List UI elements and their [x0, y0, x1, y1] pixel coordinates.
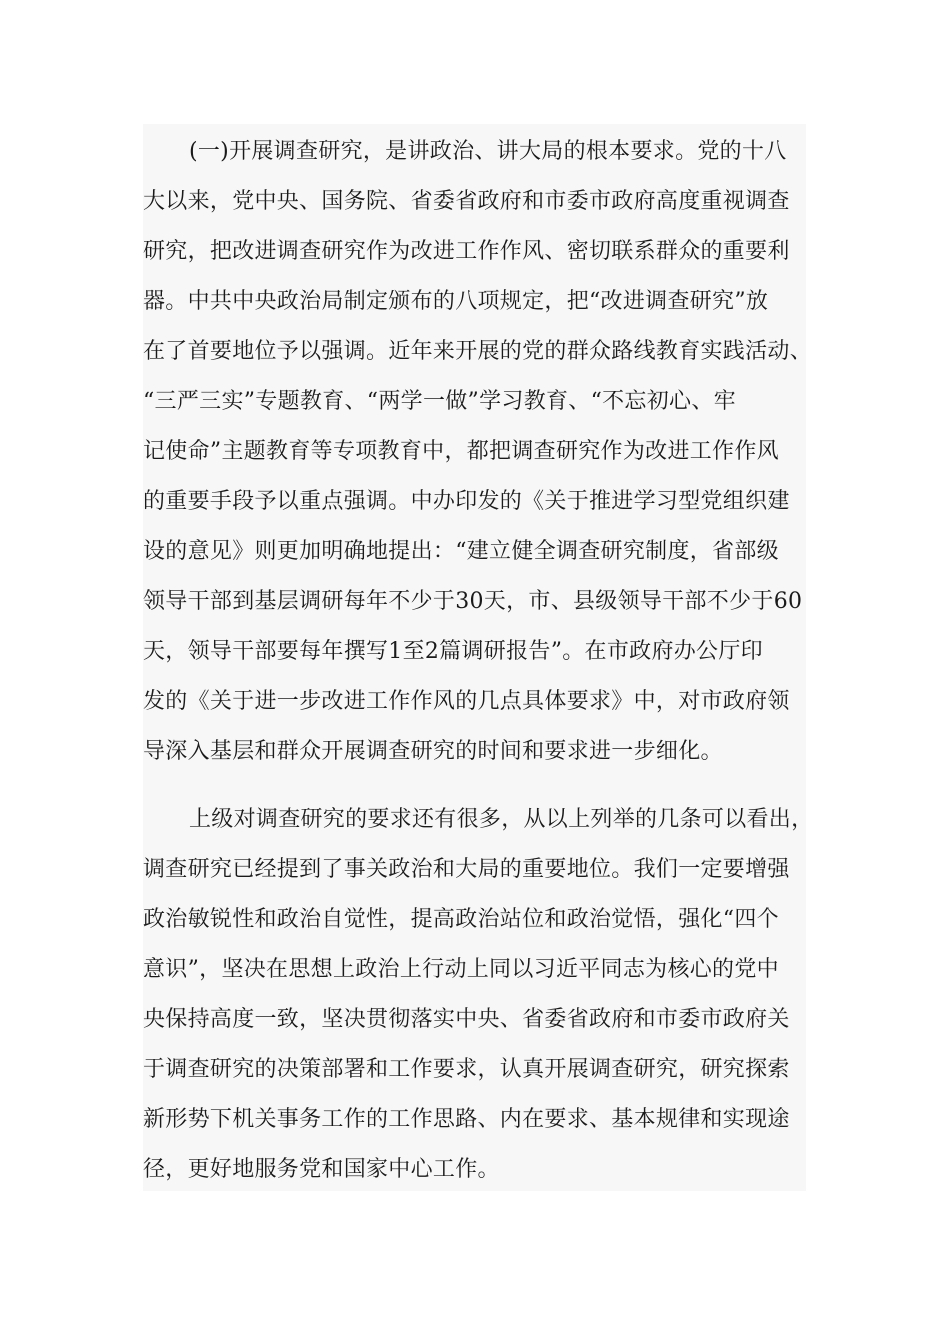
paragraph-line: 央保持高度一致，坚决贯彻落实中央、省委省政府和市委市政府关 [143, 1007, 790, 1032]
paragraph-line: 发的《关于进一步改进工作作风的几点具体要求》中，对市政府领 [143, 689, 790, 714]
paragraph-line: (一)开展调查研究，是讲政治、讲大局的根本要求。党的十八 [189, 139, 787, 164]
paragraph-line: 导深入基层和群众开展调查研究的时间和要求进一步细化。 [143, 739, 723, 764]
paragraph-line: 于调查研究的决策部署和工作要求，认真开展调查研究，研究探索 [143, 1057, 790, 1082]
paragraph-line: 在了首要地位予以强调。近年来开展的党的群众路线教育实践活动、 [143, 339, 813, 364]
paragraph-line: 意识”，坚决在思想上政治上行动上同以习近平同志为核心的党中 [143, 957, 779, 982]
paragraph-line: 的重要手段予以重点强调。中办印发的《关于推进学习型党组织建 [143, 489, 790, 514]
paragraph-line: 设的意见》则更加明确地提出：“建立健全调查研究制度，省部级 [143, 539, 779, 564]
paragraph-line: 领导干部到基层调研每年不少于30天，市、县级领导干部不少于60 [143, 589, 803, 614]
paragraph-line: 调查研究已经提到了事关政治和大局的重要地位。我们一定要增强 [143, 857, 790, 882]
paragraph-line: 径，更好地服务党和国家中心工作。 [143, 1157, 500, 1182]
paragraph-line: 上级对调查研究的要求还有很多，从以上列举的几条可以看出， [189, 807, 814, 832]
paragraph-line: 新形势下机关事务工作的工作思路、内在要求、基本规律和实现途 [143, 1107, 790, 1132]
paragraph-line: 器。中共中央政治局制定颁布的八项规定，把“改进调查研究”放 [143, 289, 769, 314]
paragraph-line: 政治敏锐性和政治自觉性，提高政治站位和政治觉悟，强化“四个 [143, 907, 779, 932]
paragraph-line: 天，领导干部要每年撰写1至2篇调研报告”。在市政府办公厅印 [143, 639, 763, 664]
paragraph-line: 记使命”主题教育等专项教育中，都把调查研究作为改进工作作风 [143, 439, 779, 464]
document-body [143, 124, 814, 1191]
paragraph-line: 大以来，党中央、国务院、省委省政府和市委市政府高度重视调查 [143, 189, 790, 214]
paragraph-line: 研究，把改进调查研究作为改进工作作风、密切联系群众的重要利 [143, 239, 790, 264]
paragraph-line: “三严三实”专题教育、“两学一做”学习教育、“不忘初心、牢 [143, 389, 736, 414]
